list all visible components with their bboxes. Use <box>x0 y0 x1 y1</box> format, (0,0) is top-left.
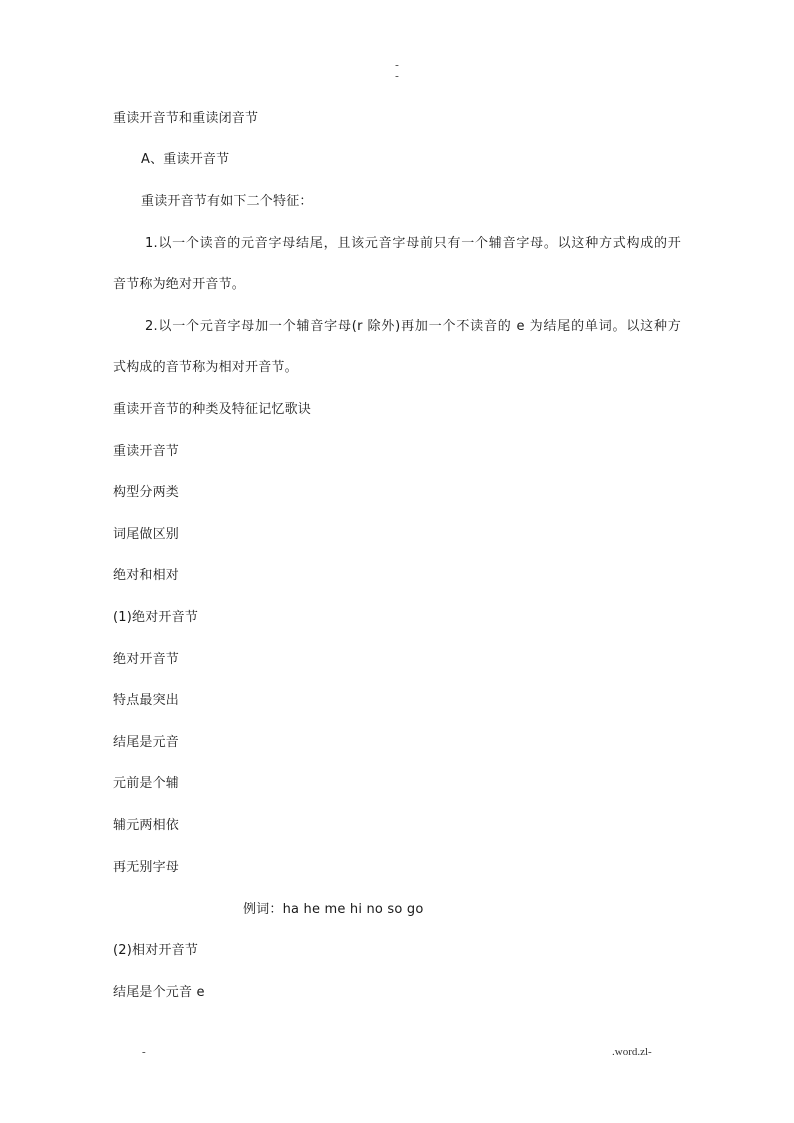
feature-1-line-1: 1.以一个读音的元音字母结尾，且该元音字母前只有一个辅音字母。以这种方式构成的开 <box>145 236 681 251</box>
header-mark-bottom: - <box>395 70 399 82</box>
intro-paragraph: 重读开音节有如下二个特征： <box>141 194 313 209</box>
footer-right-mark: .word.zl- <box>612 1046 652 1058</box>
relative-open-syllable-heading: (2)相对开音节 <box>113 943 199 958</box>
relative-line-1: 结尾是个元音 e <box>113 985 205 1000</box>
example-words: 例词：ha he me hi no so go <box>243 902 424 917</box>
feature-2-line-2: 式构成的音节称为相对开音节。 <box>113 360 298 375</box>
header-mark-top: - <box>395 59 399 71</box>
mnemonic-line: 词尾做区别 <box>113 527 180 542</box>
mnemonic-line: 绝对和相对 <box>113 568 180 583</box>
document-title: 重读开音节和重读闭音节 <box>113 111 259 126</box>
mnemonic-line: 结尾是元音 <box>113 735 180 750</box>
mnemonic-title: 重读开音节的种类及特征记忆歌诀 <box>113 402 312 417</box>
section-a-heading: A、重读开音节 <box>141 152 230 167</box>
feature-2-line-1: 2.以一个元音字母加一个辅音字母(r 除外)再加一个不读音的 e 为结尾的单词。以这种方 <box>145 319 681 334</box>
mnemonic-line: 辅元两相依 <box>113 818 180 833</box>
mnemonic-line: 元前是个辅 <box>113 776 180 791</box>
mnemonic-line: 特点最突出 <box>113 693 180 708</box>
mnemonic-line: 再无别字母 <box>113 860 180 875</box>
footer-left-mark: - <box>142 1046 146 1058</box>
absolute-open-syllable-heading: (1)绝对开音节 <box>113 610 199 625</box>
mnemonic-line: 构型分两类 <box>113 485 180 500</box>
mnemonic-line: 重读开音节 <box>113 444 180 459</box>
mnemonic-line: 绝对开音节 <box>113 652 180 667</box>
feature-1-line-2: 音节称为绝对开音节。 <box>113 277 246 292</box>
